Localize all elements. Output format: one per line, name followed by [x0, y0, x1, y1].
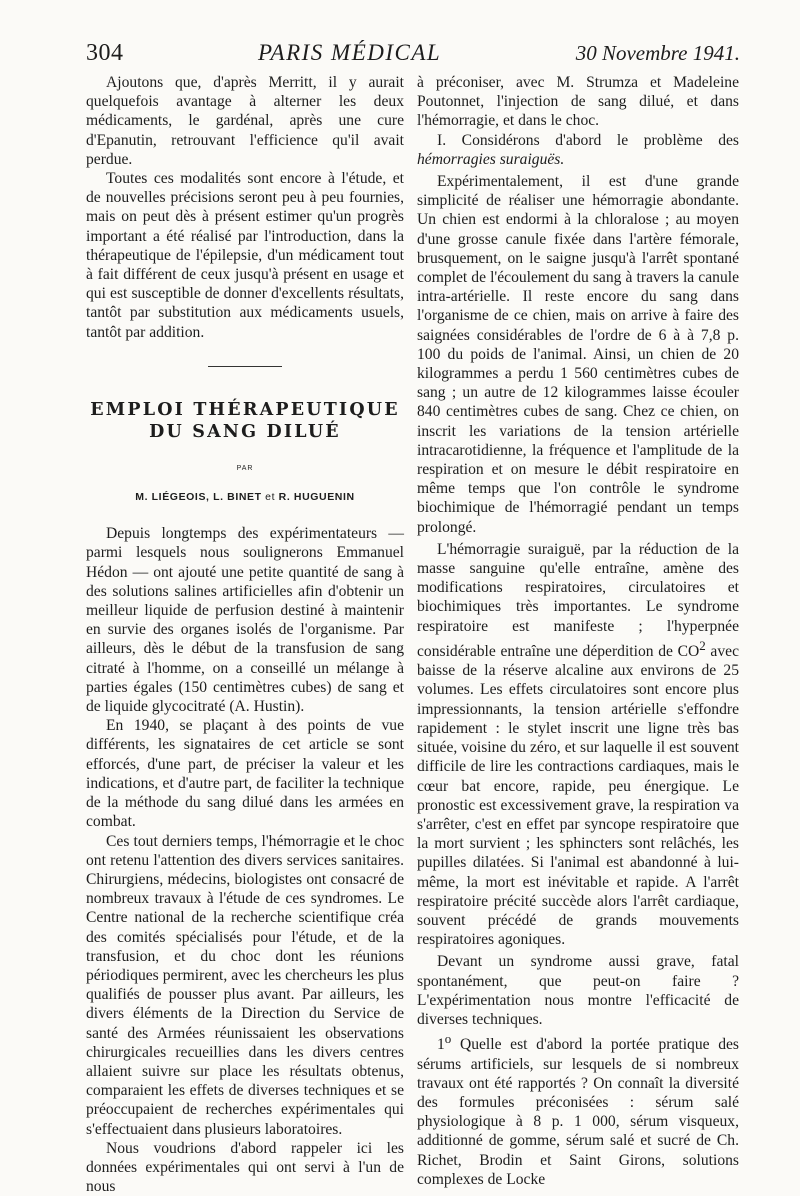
byline-par: PAR — [236, 464, 254, 472]
page-number: 304 — [86, 40, 124, 66]
paragraph: Nous voudrions d'abord rappeler ici les données expérimentales qui ont servi à l'un de nous — [86, 1139, 404, 1196]
paragraph — [417, 131, 739, 169]
paragraph-text: Quelle est d'abord la portée pratique des sérums artificiels, sur lesquels de si nombreux travaux ont été rapportés ? On connaît la diversité des formules préconisées : sérum salé physiologique à 8 p. 1 000, sérum visqueux, additionné de gomme, sérum salé et sucré de Ch. Richet, Brodin et Saint Girons, solutions complexes de Locke — [417, 1036, 739, 1188]
article-title — [86, 399, 404, 443]
issue-date: 30 Novembre 1941. — [575, 41, 740, 65]
superscript: 2 — [699, 637, 706, 653]
running-head — [86, 40, 740, 74]
paragraph: à préconiser, avec M. Strumza et Madeleine Poutonnet, l'injection de sang dilué, et dans l'hémorragie, et dans le choc. — [417, 74, 739, 130]
section-divider — [208, 366, 282, 367]
list-number: 1 — [437, 1036, 445, 1054]
article-authors — [86, 488, 404, 507]
paragraph — [417, 1029, 739, 1189]
authors-conjunction: et — [265, 491, 276, 504]
paragraph: Toutes ces modalités sont encore à l'étude, et de nouvelles précisions seront peu à peu fournies, mais on peut dès à présent estimer qu'un progrès important a été réalisé par l'introduction, dans la thérapeutique de l'épilepsie, d'un médicament tout à fait différent de ceux jusqu'à présent en usage et qui est susceptible de donner d'excellents résultats, tantôt par substitution aux médicaments usuels, tantôt par addition. — [86, 170, 404, 341]
right-column — [417, 73, 739, 1189]
paragraph: Depuis longtemps des expérimentateurs — parmi lesquels nous soulignerons Emmanuel Hédon — ont ajouté une petite quantité de sang à des solutions salines artificielles afin d'obtenir un meilleur liquide de perfusion destiné à maintenir en survie des organes isolés de l'organisme. Par ailleurs, dès le début de la transfusion de sang citraté à l'homme, on a conseillé un mélange à parties égales (150 centimètres cubes) de sang et de liquide glycocitraté (A. Hustin). — [86, 525, 404, 716]
paragraph: En 1940, se plaçant à des points de vue différents, les signataires de cet article se sont efforcés, d'une part, de préciser la valeur et les indications, et d'autre part, de faciliter la technique de la méthode du sang dilué dans les armées en combat. — [86, 717, 404, 831]
superscript: o — [444, 1031, 452, 1047]
paragraph-text: L'hémorragie suraiguë, par la réduction de la masse sanguine qu'elle entraîne, amène des modifications respiratoires, circulatoires et biochimiques très importantes. Le syndrome respiratoire est manifeste ; l'hyperpnée considérable entraîne une déperdition de CO — [417, 540, 739, 661]
authors-part: R. HUGUENIN — [278, 491, 355, 504]
paragraph: Ajoutons que, d'après Merritt, il y aurait quelquefois avantage à alterner les deux médicaments, le gardénal, après une cure d'Epanutin, retrouvant l'efficience qu'il avait perdue. — [86, 74, 404, 168]
article-title-line: EMPLOI THÉRAPEUTIQUE — [90, 399, 400, 420]
left-column — [86, 73, 404, 1196]
journal-title: PARIS MÉDICAL — [257, 40, 442, 65]
paragraph-text: avec baisse de la réserve alcaline aux environs de 25 volumes. Les effets circulatoires sont encore plus impressionnants, la tension artérielle s'effondre rapidement : le stylet inscrit une ligne très bas située, voisine du zéro, et sur laquelle il est souvent difficile de lire les contractions cardiaques, mais le cœur bat encore, rapide, peu énergique. Le pronostic est excessivement grave, la respiration va s'arrêter, c'est en effet par syncope respiratoire que la mort survient ; les sphincters sont relâchés, les pupilles dilatées. Si l'animal est abandonné à lui-même, la mort est inévitable et rapide. A l'arrêt respiratoire précité succède alors l'arrêt cardiaque, souvent précédé de grands mouvements respiratoires agoniques. — [417, 643, 739, 949]
authors-part: M. LIÉGEOIS, L. BINET — [135, 491, 262, 504]
paragraph: Devant un syndrome aussi grave, fatal spontanément, que peut-on faire ? L'expérimentation nous montre l'efficacité de diverses techniques. — [417, 953, 739, 1028]
paragraph: Ces tout derniers temps, l'hémorragie et le choc ont retenu l'attention des divers services sanitaires. Chirurgiens, médecins, biologistes ont consacré de nombreux travaux à l'étude de ces syndromes. Le Centre national de la recherche scientifique créa des comités spécialisés pour l'étude, et de la transfusion, et du choc dont les réunions périodiques permirent, avec les chercheurs les plus qualifiés de pousser plus avant. Par ailleurs, les divers éléments de la Direction du Service de santé des Armées réunissaient les observations chirurgicales recueillies dans les divers centres allaient suivre sur place les résultats obtenus, comparaient les effets de diverses techniques et se préoccupaient de recherches expérimentales qui s'effectuaient dans plusieurs laboratoires. — [86, 832, 404, 1138]
italic-term: hémorragies suraiguës. — [417, 150, 565, 168]
article-title-line: DU SANG DILUÉ — [149, 421, 341, 442]
paragraph-text: I. Considérons d'abord le problème des — [437, 131, 739, 149]
paragraph: Expérimentalement, il est d'une grande simplicité de réaliser une hémorragie abondante. Un chien est endormi à la chloralose ; au moyen d'une grosse canule fixée dans l'artère fémorale, brusquement, on le saigne jusqu'à l'arrêt spontané complet de l'écoulement du sang à travers la canule intra-artérielle. Il reste encore du sang dans l'organisme de ce chien, mais on arrive à faire des saignées considérables de l'ordre de 6 à à 7,8 p. 100 du poids de l'animal. Ainsi, un chien de 20 kilogrammes a perdu 1 560 centimètres cubes de sang ; un autre de 12 kilogrammes laisse écouler 840 centimètres cubes de sang. Chez ce chien, on inscrit les variations de la tension artérielle intracarotidienne, la fréquence et l'amplitude de la respiration et on mesure le débit respiratoire en même temps que l'on contrôle le syndrome biochimique de l'hémorragié pendant un temps prolongé. — [417, 173, 739, 536]
paragraph — [417, 540, 739, 949]
